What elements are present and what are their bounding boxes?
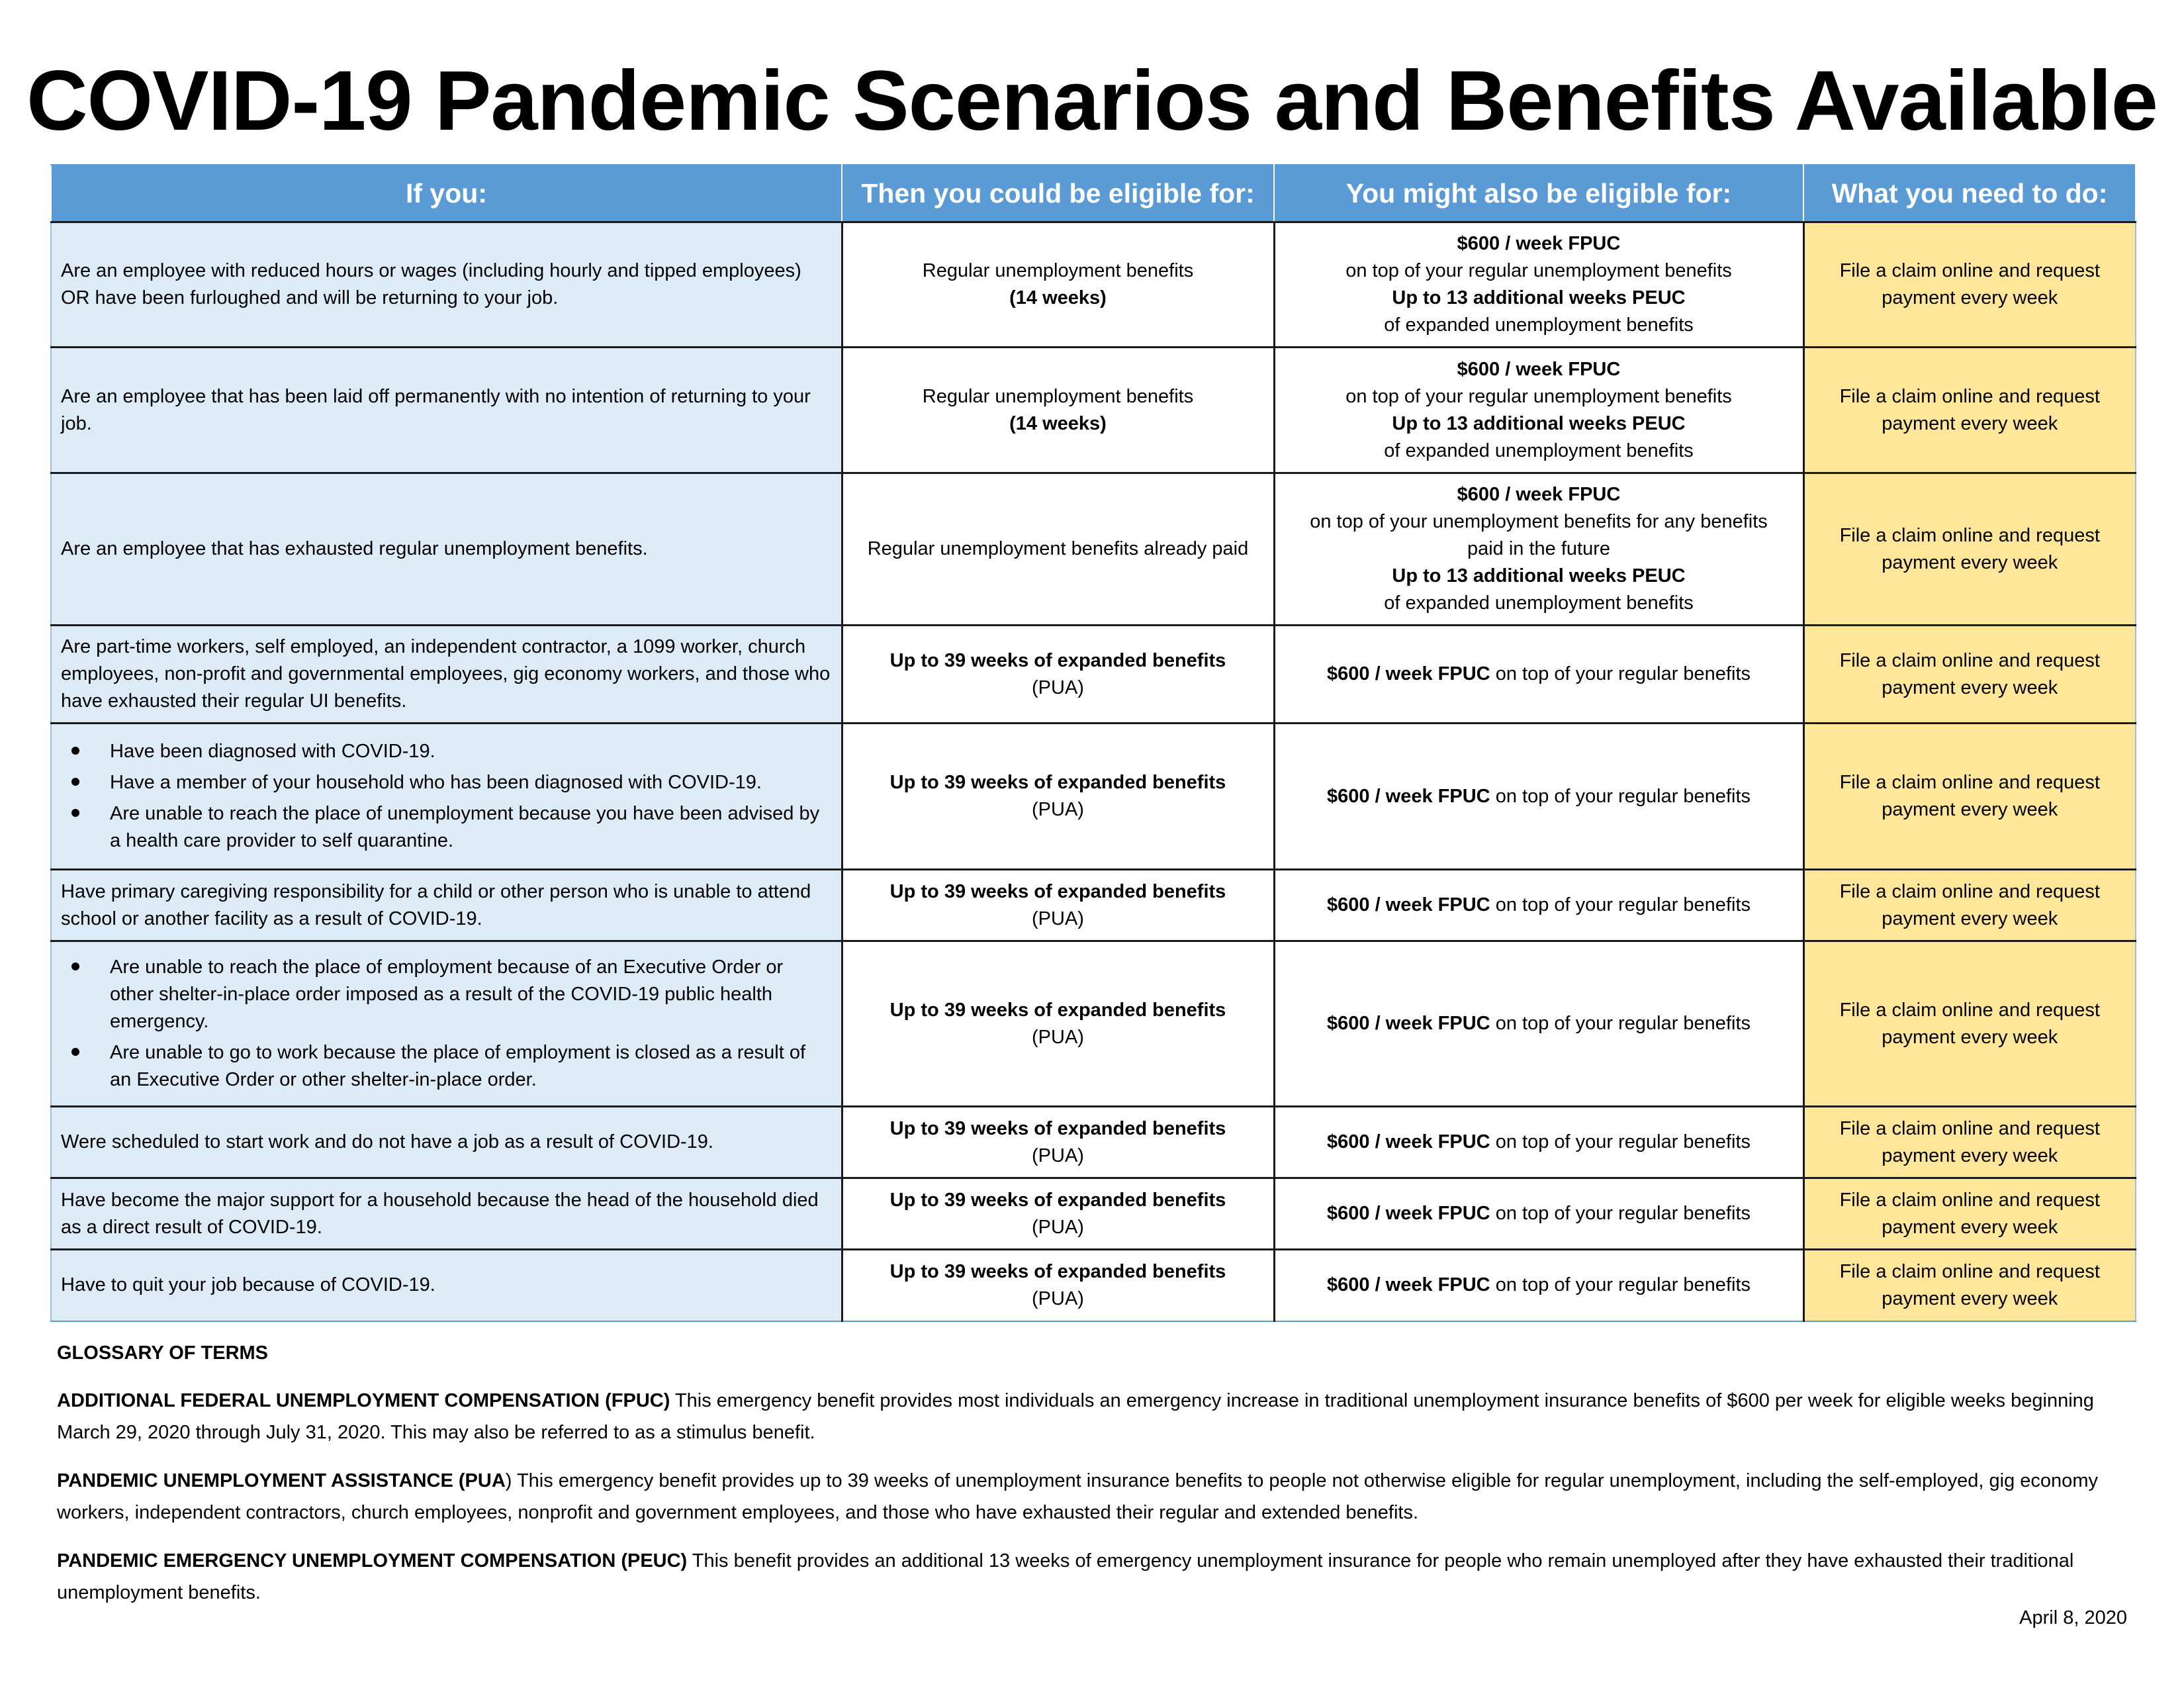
glossary-term: PANDEMIC UNEMPLOYMENT ASSISTANCE (PUA bbox=[57, 1470, 506, 1491]
eligible-text: Up to 39 weeks of expanded benefits bbox=[889, 772, 1226, 793]
eligible-text: Up to 39 weeks of expanded benefits bbox=[889, 999, 1226, 1021]
table-row bbox=[51, 941, 2136, 1107]
glossary-term: PANDEMIC EMERGENCY UNEMPLOYMENT COMPENSATION (PEUC) bbox=[57, 1550, 688, 1571]
header-eligible-for: Then you could be eligible for: bbox=[842, 165, 1274, 222]
fpuc-text: on top of your regular unemployment benefits bbox=[1345, 385, 1732, 407]
action-text: File a claim online and request bbox=[1839, 385, 2100, 407]
table-row bbox=[51, 724, 2136, 870]
table-row bbox=[51, 222, 2136, 348]
glossary-heading: GLOSSARY OF TERMS bbox=[57, 1342, 269, 1364]
eligible-text: Regular unemployment benefits bbox=[922, 260, 1194, 281]
fpuc-amount: $600 / week FPUC bbox=[1327, 894, 1490, 915]
action-text: File a claim online and request bbox=[1839, 1117, 2100, 1139]
fpuc-text: on top of your regular benefits bbox=[1490, 1203, 1751, 1224]
eligible-program: (PUA) bbox=[1032, 799, 1084, 820]
fpuc-text: paid in the future bbox=[1467, 538, 1611, 559]
action-text: File a claim online and request bbox=[1839, 649, 2100, 671]
action-text: File a claim online and request bbox=[1839, 1260, 2100, 1282]
eligible-cell bbox=[842, 870, 1274, 941]
eligible-text: Up to 39 weeks of expanded benefits bbox=[889, 1189, 1226, 1211]
eligible-text: Up to 39 weeks of expanded benefits bbox=[889, 1260, 1226, 1282]
eligible-program: (PUA) bbox=[1032, 1216, 1084, 1238]
table-row bbox=[51, 1107, 2136, 1178]
glossary-definition: This emergency benefit provides most individuals an emergency increase in traditional unemployment insurance benefits of $600 per week for eligible weeks beginning March 29, 2020 through July 31, 2020. This may also be referred to as a stimulus benefit. bbox=[57, 1390, 2094, 1443]
action-text: File a claim online and request bbox=[1839, 524, 2100, 546]
scenario-bullet-list bbox=[61, 738, 832, 855]
header-also-eligible-for: You might also be eligible for: bbox=[1274, 165, 1803, 222]
action-cell bbox=[1803, 941, 2136, 1107]
eligible-duration: (14 weeks) bbox=[1009, 287, 1107, 308]
eligible-text: Regular unemployment benefits already paid bbox=[867, 538, 1249, 559]
scenario-cell bbox=[51, 724, 842, 870]
also-eligible-cell bbox=[1274, 222, 1803, 348]
action-text: payment every week bbox=[1882, 908, 2058, 929]
fpuc-amount: $600 / week FPUC bbox=[1327, 663, 1490, 684]
action-text: payment every week bbox=[1882, 799, 2058, 820]
also-eligible-cell bbox=[1274, 724, 1803, 870]
action-text: payment every week bbox=[1882, 551, 2058, 573]
glossary-definition: This benefit provides an additional 13 weeks of emergency unemployment insurance for people who remain unemployed after they have exhausted their traditional unemployment benefits. bbox=[57, 1550, 2074, 1603]
action-text: payment every week bbox=[1882, 1145, 2058, 1166]
list-item: Are unable to go to work because the place of employment is closed as a result of an Executive Order or other shelter-in-place order. bbox=[110, 1039, 832, 1094]
eligible-text: Up to 39 weeks of expanded benefits bbox=[889, 1117, 1226, 1139]
eligible-cell bbox=[842, 941, 1274, 1107]
scenario-bullet-list bbox=[61, 954, 832, 1094]
fpuc-text: on top of your regular unemployment benefits bbox=[1345, 260, 1732, 281]
peuc-text: of expanded unemployment benefits bbox=[1384, 592, 1694, 614]
peuc-amount: Up to 13 additional weeks PEUC bbox=[1392, 412, 1686, 434]
fpuc-amount: $600 / week FPUC bbox=[1457, 233, 1621, 254]
header-if-you: If you: bbox=[51, 165, 842, 222]
scenario-cell: Have become the major support for a household because the head of the household died as a direct result of COVID-19. bbox=[51, 1178, 842, 1250]
fpuc-text: on top of your regular benefits bbox=[1490, 1013, 1751, 1034]
peuc-text: of expanded unemployment benefits bbox=[1384, 440, 1694, 461]
eligible-program: (PUA) bbox=[1032, 1288, 1084, 1309]
benefits-table bbox=[50, 164, 2136, 1322]
table-row bbox=[51, 473, 2136, 626]
also-eligible-cell bbox=[1274, 941, 1803, 1107]
scenario-cell: Have to quit your job because of COVID-19. bbox=[51, 1250, 842, 1321]
also-eligible-cell bbox=[1274, 473, 1803, 626]
scenario-cell: Are an employee that has been laid off permanently with no intention of returning to your job. bbox=[51, 348, 842, 473]
fpuc-amount: $600 / week FPUC bbox=[1457, 484, 1621, 505]
fpuc-text: on top of your regular benefits bbox=[1490, 1274, 1751, 1296]
peuc-amount: Up to 13 additional weeks PEUC bbox=[1392, 565, 1686, 586]
eligible-text: Regular unemployment benefits bbox=[922, 385, 1194, 407]
action-text: payment every week bbox=[1882, 1216, 2058, 1238]
action-cell bbox=[1803, 222, 2136, 348]
scenario-cell: Are an employee with reduced hours or wages (including hourly and tipped employees) OR have been furloughed and will be returning to your job. bbox=[51, 222, 842, 348]
eligible-program: (PUA) bbox=[1032, 908, 1084, 929]
table-row bbox=[51, 870, 2136, 941]
scenario-cell bbox=[51, 941, 842, 1107]
action-text: payment every week bbox=[1882, 287, 2058, 308]
also-eligible-cell bbox=[1274, 1107, 1803, 1178]
eligible-program: (PUA) bbox=[1032, 1026, 1084, 1048]
action-text: File a claim online and request bbox=[1839, 772, 2100, 793]
page-title: COVID-19 Pandemic Scenarios and Benefits Available bbox=[26, 54, 2158, 148]
action-cell bbox=[1803, 626, 2136, 724]
glossary-term: ADDITIONAL FEDERAL UNEMPLOYMENT COMPENSATION (FPUC) bbox=[57, 1390, 670, 1411]
scenario-cell: Have primary caregiving responsibility for a child or other person who is unable to attend school or another facility as a result of COVID-19. bbox=[51, 870, 842, 941]
eligible-text: Up to 39 weeks of expanded benefits bbox=[889, 649, 1226, 671]
eligible-cell bbox=[842, 1107, 1274, 1178]
table-row bbox=[51, 1250, 2136, 1321]
action-text: File a claim online and request bbox=[1839, 880, 2100, 902]
eligible-program: (PUA) bbox=[1032, 677, 1084, 698]
eligible-program: (PUA) bbox=[1032, 1145, 1084, 1166]
fpuc-amount: $600 / week FPUC bbox=[1327, 1203, 1490, 1224]
eligible-cell bbox=[842, 473, 1274, 626]
fpuc-text: on top of your regular benefits bbox=[1490, 663, 1751, 684]
fpuc-amount: $600 / week FPUC bbox=[1327, 785, 1490, 807]
peuc-amount: Up to 13 additional weeks PEUC bbox=[1392, 287, 1686, 308]
eligible-cell bbox=[842, 1250, 1274, 1321]
eligible-cell bbox=[842, 222, 1274, 348]
fpuc-text: on top of your unemployment benefits for any benefits bbox=[1310, 511, 1768, 532]
fpuc-text: on top of your regular benefits bbox=[1490, 1131, 1751, 1152]
action-cell bbox=[1803, 1107, 2136, 1178]
eligible-cell bbox=[842, 724, 1274, 870]
list-item: Are unable to reach the place of unemployment because you have been advised by a health care provider to self quarantine. bbox=[110, 800, 832, 855]
fpuc-text: on top of your regular benefits bbox=[1490, 894, 1751, 915]
action-text: File a claim online and request bbox=[1839, 999, 2100, 1021]
glossary-item-peuc bbox=[57, 1545, 2142, 1609]
action-cell bbox=[1803, 724, 2136, 870]
action-cell bbox=[1803, 1250, 2136, 1321]
glossary bbox=[57, 1337, 2142, 1625]
fpuc-amount: $600 / week FPUC bbox=[1327, 1131, 1490, 1152]
fpuc-text: on top of your regular benefits bbox=[1490, 785, 1751, 807]
document-date: April 8, 2020 bbox=[2019, 1607, 2127, 1628]
fpuc-amount: $600 / week FPUC bbox=[1327, 1274, 1490, 1296]
glossary-item-pua bbox=[57, 1465, 2142, 1528]
fpuc-amount: $600 / week FPUC bbox=[1327, 1013, 1490, 1034]
peuc-text: of expanded unemployment benefits bbox=[1384, 314, 1694, 336]
eligible-cell bbox=[842, 1178, 1274, 1250]
action-cell bbox=[1803, 473, 2136, 626]
action-cell bbox=[1803, 348, 2136, 473]
eligible-text: Up to 39 weeks of expanded benefits bbox=[889, 880, 1226, 902]
scenario-cell: Were scheduled to start work and do not have a job as a result of COVID-19. bbox=[51, 1107, 842, 1178]
scenario-cell: Are part-time workers, self employed, an independent contractor, a 1099 worker, church employees, non-profit and governmental employees, gig economy workers, and those who have exhausted their regular UI benefits. bbox=[51, 626, 842, 724]
eligible-cell bbox=[842, 348, 1274, 473]
glossary-definition: ) This emergency benefit provides up to 39 weeks of unemployment insurance benefits to people not otherwise eligible for regular unemployment, including the self-employed, gig economy workers, independent contractors, church employees, nonprofit and government employees, and those who have exhausted their regular and extended benefits. bbox=[57, 1470, 2098, 1523]
list-item: Have a member of your household who has been diagnosed with COVID-19. bbox=[110, 769, 832, 796]
action-text: payment every week bbox=[1882, 677, 2058, 698]
table-row bbox=[51, 1178, 2136, 1250]
also-eligible-cell bbox=[1274, 348, 1803, 473]
also-eligible-cell bbox=[1274, 626, 1803, 724]
eligible-duration: (14 weeks) bbox=[1009, 412, 1107, 434]
table-row bbox=[51, 348, 2136, 473]
list-item: Have been diagnosed with COVID-19. bbox=[110, 738, 832, 765]
also-eligible-cell bbox=[1274, 870, 1803, 941]
also-eligible-cell bbox=[1274, 1178, 1803, 1250]
fpuc-amount: $600 / week FPUC bbox=[1457, 358, 1621, 380]
action-cell bbox=[1803, 1178, 2136, 1250]
also-eligible-cell bbox=[1274, 1250, 1803, 1321]
action-text: File a claim online and request bbox=[1839, 1189, 2100, 1211]
eligible-cell bbox=[842, 626, 1274, 724]
action-text: File a claim online and request bbox=[1839, 260, 2100, 281]
action-text: payment every week bbox=[1882, 412, 2058, 434]
scenario-cell: Are an employee that has exhausted regular unemployment benefits. bbox=[51, 473, 842, 626]
table-row bbox=[51, 626, 2136, 724]
table-header-row bbox=[51, 165, 2136, 222]
glossary-item-fpuc bbox=[57, 1385, 2142, 1448]
action-text: payment every week bbox=[1882, 1288, 2058, 1309]
action-text: payment every week bbox=[1882, 1026, 2058, 1048]
action-cell bbox=[1803, 870, 2136, 941]
list-item: Are unable to reach the place of employment because of an Executive Order or other shelter-in-place order imposed as a result of the COVID-19 public health emergency. bbox=[110, 954, 832, 1035]
header-what-to-do: What you need to do: bbox=[1803, 165, 2136, 222]
